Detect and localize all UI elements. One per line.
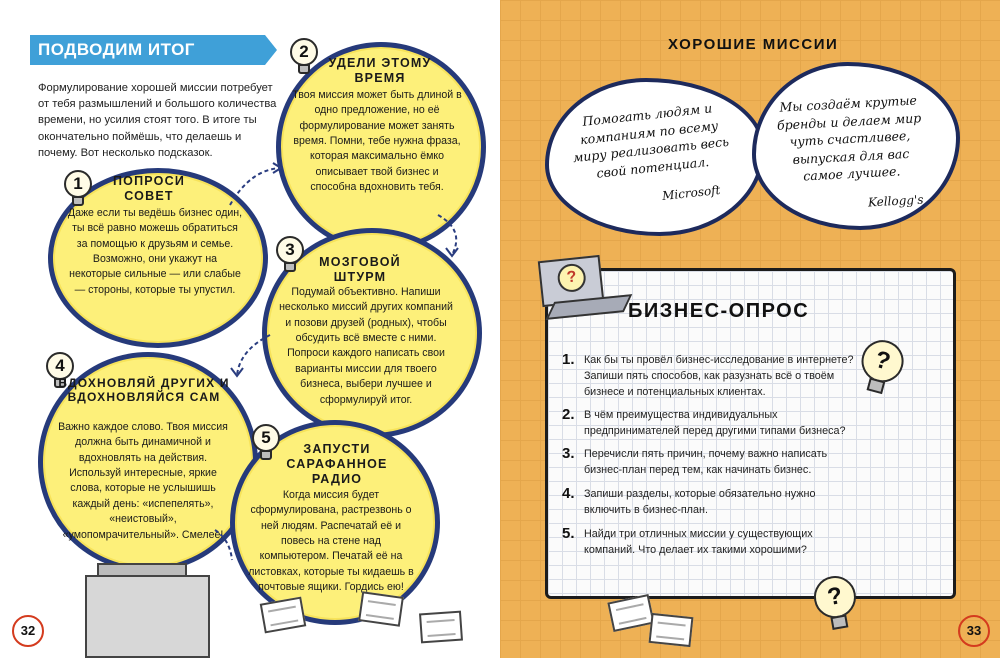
tip-text-4: Важно каждое слово. Твоя миссия должна быть динамичной и вдохновлять на действия. Используй интересные, яркие слова, которые не услышишь каждый день: «испепелять», «неистовый», «умопомрачительный». Смелее!	[58, 421, 228, 541]
tip-text-2: Твоя миссия может быть длиной в одно предложение, но её формулирование может занять время. Помни, тебе нужна фраза, которая максимально ёмко описывает твой бизнес и способна вдохновить тебя.	[292, 89, 462, 194]
copier-illustration	[85, 575, 210, 658]
paper-sheet-icon	[607, 594, 654, 632]
dashed-arrow-icon	[225, 330, 275, 380]
banner-title: ПОДВОДИМ ИТОГ	[38, 40, 195, 59]
right-page	[500, 0, 1000, 658]
question-lightbulb-icon: ?	[854, 335, 909, 398]
dashed-arrow-icon	[225, 160, 285, 210]
survey-question: 1. Как бы ты провёл бизнес-исследование в интернете? Запиши пять способов, как разузнать всё о твоём бизнесе и потенциальных клиентах.	[562, 351, 854, 399]
survey-question: 4. Запиши разделы, которые обязательно нужно включить в бизнес-план.	[562, 485, 816, 517]
tip-text-3: Подумай объективно. Напиши несколько миссий других компаний и позови друзей (родных), чтобы обсудить всё вместе с ними. Попроси каждого написать свои варианты миссии для твоего бизнеса, выбери лучшее и сформулируй итог.	[279, 286, 453, 406]
paper-sheet-icon	[358, 591, 404, 627]
tip-text-1: Даже если ты ведёшь бизнес один, ты всё равно можешь обратиться за помощью к друзьям и семье. Возможно, они укажут на некоторые сильные — или слабые — стороны, которые ты упустил.	[67, 207, 243, 296]
lightbulb-icon: 4	[46, 352, 74, 390]
lightbulb-icon: 3	[276, 236, 304, 274]
tip-title-4: ВДОХНОВЛЯЙ ДРУГИХ И ВДОХНОВЛЯЙСЯ САМ	[58, 376, 230, 405]
tip-title-5: ЗАПУСТИ САРАФАННОЕ РАДИО	[286, 442, 388, 486]
lightbulb-icon: 1	[64, 170, 92, 208]
mission-text-1: Помогать людям и компаниям по всему миру реализовать весь свой потенциал.	[572, 100, 730, 181]
missions-title: ХОРОШИЕ МИССИИ	[668, 36, 839, 53]
section-banner	[30, 35, 265, 65]
survey-question: 2. В чём преимущества индивидуальных предпринимателей перед другими типами бизнеса?	[562, 406, 846, 438]
tip-title-1: ПОПРОСИ СОВЕТ	[113, 174, 185, 203]
mission-company-2: Kellogg's	[867, 192, 924, 210]
page-number: 33	[958, 615, 990, 647]
survey-question: 5. Найди три отличных миссии у существующих компаний. Что делает их такими хорошими?	[562, 525, 813, 557]
tip-title-2: УДЕЛИ ЭТОМУ ВРЕМЯ	[328, 56, 432, 85]
paper-sheet-icon	[419, 611, 463, 644]
paper-sheet-icon	[260, 597, 307, 634]
survey-question: 3. Перечисли пять причин, почему важно написать бизнес-план перед тем, как начинать бизнес.	[562, 445, 828, 477]
page-number: 32	[12, 615, 44, 647]
tip-title-3: МОЗГОВОЙ ШТУРМ	[319, 255, 401, 284]
paper-sheet-icon	[649, 613, 694, 647]
mission-company-1: Microsoft	[661, 182, 722, 204]
tip-text-5: Когда миссия будет сформулирована, растрезвонь о ней людям. Распечатай её и повесь на стене над компьютером. Печатай её на листовках, которые ты кидаешь в почтовые ящики. Гордись ею!	[248, 489, 414, 594]
lightbulb-icon: 2	[290, 38, 318, 76]
lightbulb-icon: 5	[252, 424, 280, 462]
dashed-arrow-icon	[430, 210, 470, 260]
mission-text-2: Мы создаём крутые бренды и делаем мир чуть счастливее, выпуская для вас самое лучшее.	[776, 92, 922, 184]
survey-title: БИЗНЕС-ОПРОС	[628, 300, 810, 322]
dashed-arrow-icon	[210, 525, 240, 565]
question-lightbulb-icon: ?	[811, 573, 862, 633]
intro-text: Формулирование хорошей миссии потребует от тебя размышлений и большого количества времени, но усилия стоят того. В итоге ты окончательно поймёшь, что делаешь и почему. Вот несколько подсказок.	[38, 82, 277, 159]
laptop-icon: ?	[538, 255, 604, 307]
